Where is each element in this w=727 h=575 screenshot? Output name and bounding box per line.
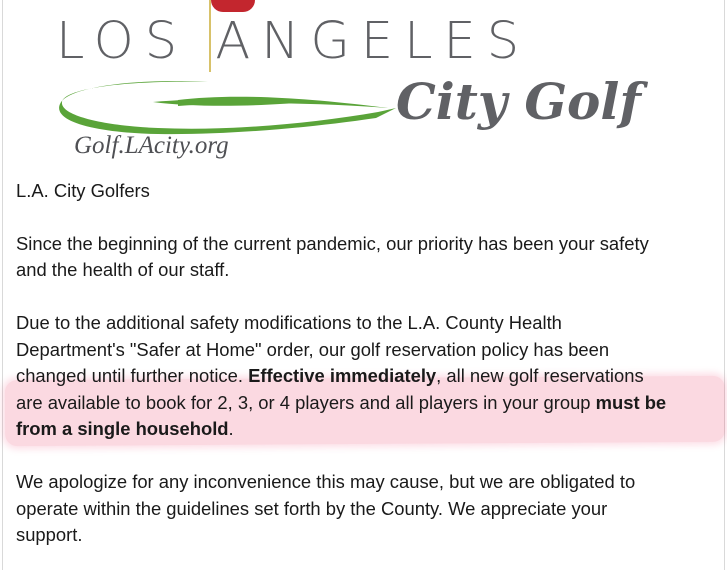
text-segment: are available to book for 2, 3, or 4 players and all players in your group [16,391,596,413]
paragraph-line: We apologize for any inconvenience this may cause, but we are obligated to [16,471,636,492]
logo-url: Golf.LAcity.org [74,132,229,159]
fairway-swoosh-icon [58,78,398,136]
paragraph-line: support. [16,524,83,545]
paragraph-apology [16,469,716,549]
logo-subtitle: City Golf [396,72,641,131]
message-body [16,178,716,575]
los-angeles-city-golf-logo [0,0,727,175]
paragraph-line: Due to the additional safety modifications to the L.A. County Health [16,312,562,333]
greeting [16,178,716,205]
text-segment: changed until further notice. [16,365,249,386]
text-segment: . [228,418,234,439]
paragraph-line: Department's "Safer at Home" order, our golf reservation policy has been [16,338,610,360]
flag-icon [211,0,255,12]
greeting-text: L.A. City Golfers [16,180,150,201]
paragraph-priority [16,231,716,284]
paragraph-line [16,390,716,417]
logo-title: LOS ANGELES [56,12,531,71]
paragraph-line: Since the beginning of the current pandemic, our priority has been your safety [16,232,649,254]
paragraph-line [16,416,716,443]
effective-immediately-text: Effective immediately [248,365,437,386]
single-household-text: from a single household [16,418,229,439]
text-segment: , all new golf reservations [436,365,644,386]
must-be-text: must be [595,391,667,413]
paragraph-line [16,363,716,390]
paragraph-line: operate within the guidelines set forth by the County. We appreciate your [16,497,608,519]
paragraph-line: and the health of our staff. [16,259,230,280]
paragraph-policy [16,310,716,443]
